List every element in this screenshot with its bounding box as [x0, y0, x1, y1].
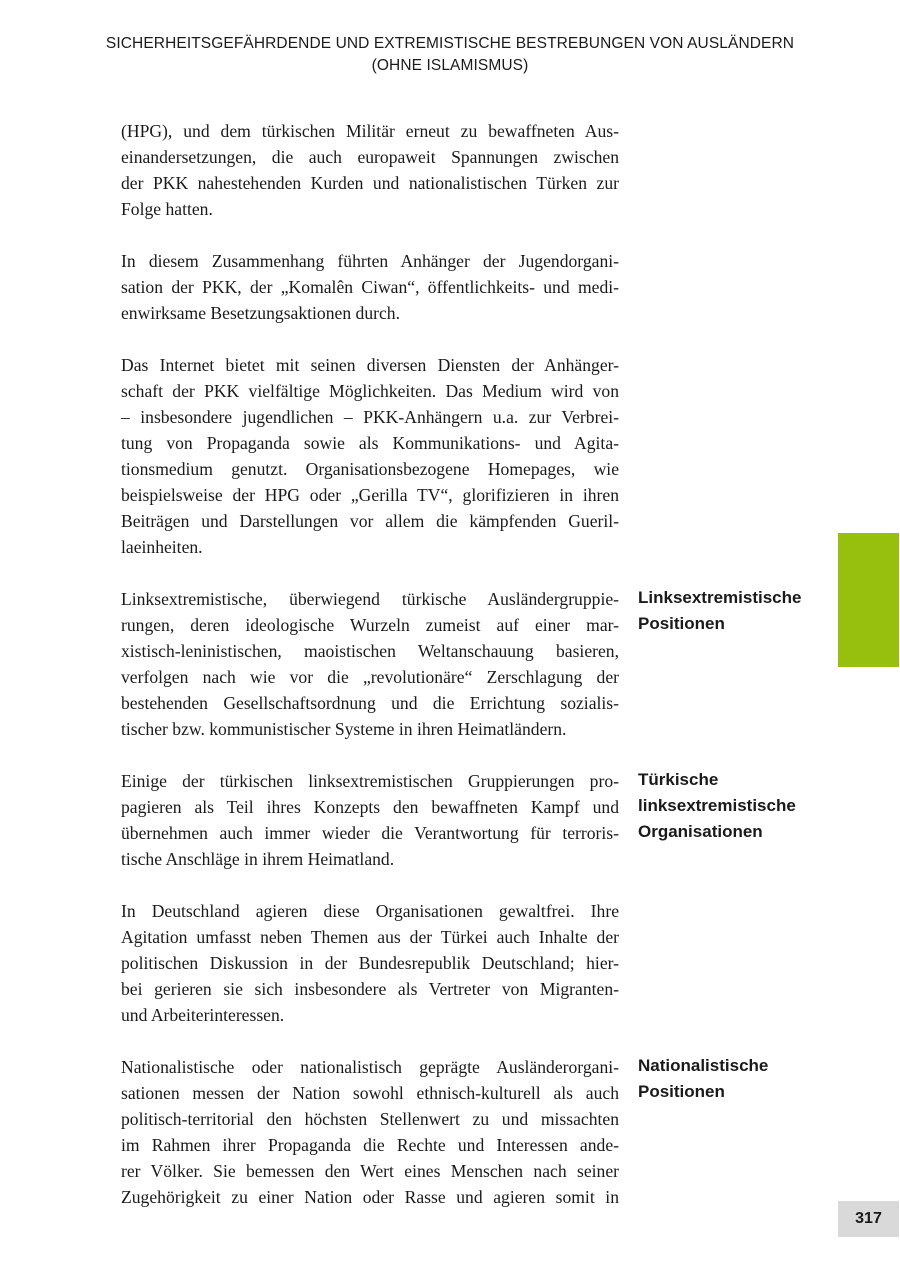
text-line: Zugehörigkeit zu einer Nation oder Rasse und agieren somit in — [121, 1187, 619, 1207]
running-header-line-1: SICHERHEITSGEFÄHRDENDE UND EXTREMISTISCHE BESTREBUNGEN VON AUSLÄNDERN — [105, 35, 795, 52]
text-line: der PKK nahestehenden Kurden und nationalistischen Türken zur — [121, 173, 619, 193]
text-line: – insbesondere jugendlichen – PKK-Anhängern u.a. zur Verbrei- — [121, 407, 619, 427]
text-line: Folge hatten. — [121, 199, 213, 219]
text-line: rungen, deren ideologische Wurzeln zumeist auf einer mar- — [121, 615, 619, 635]
paragraph-turkish-organisations — [121, 768, 619, 872]
text-line: politisch-territorial den höchsten Stellenwert zu und missachten — [121, 1109, 619, 1129]
text-line: im Rahmen ihrer Propaganda die Rechte und Interessen ande- — [121, 1135, 619, 1155]
text-line: Einige der türkischen linksextremistischen Gruppierungen pro- — [121, 771, 619, 791]
text-line: tung von Propaganda sowie als Kommunikations- und Agita- — [121, 433, 619, 453]
paragraph-germany-nonviolent — [121, 898, 619, 1028]
text-line: laeinheiten. — [121, 537, 203, 557]
paragraph-left-extremist-positions — [121, 586, 619, 742]
margin-heading-line: linksextremistische — [638, 796, 796, 815]
margin-heading-nationalist-positions — [638, 1053, 828, 1105]
paragraph-internet — [121, 352, 619, 560]
paragraph-nationalist-positions — [121, 1054, 619, 1210]
text-line: einandersetzungen, die auch europaweit Spannungen zwischen — [121, 147, 619, 167]
margin-heading-line: Nationalistische — [638, 1056, 769, 1075]
text-line: und Arbeiterinteressen. — [121, 1005, 285, 1025]
margin-heading-line: Organisationen — [638, 822, 763, 841]
text-line: beispielsweise der HPG oder „Gerilla TV“, glorifizieren in ihren — [121, 485, 619, 505]
text-line: sationen messen der Nation sowohl ethnisch-kulturell als auch — [121, 1083, 619, 1103]
text-line: sation der PKK, der „Komalên Ciwan“, öffentlichkeits- und medi- — [121, 277, 619, 297]
running-header-line-2: (OHNE ISLAMISMUS) — [371, 57, 529, 74]
text-line: tische Anschläge in ihrem Heimatland. — [121, 849, 395, 869]
text-line: bestehenden Gesellschaftsordnung und die Errichtung sozialis- — [121, 693, 619, 713]
text-line: verfolgen nach wie vor die „revolutionäre“ Zerschlagung der — [121, 667, 619, 687]
text-line: politischen Diskussion in der Bundesrepublik Deutschland; hier- — [121, 953, 619, 973]
margin-heading-line: Positionen — [638, 614, 725, 633]
text-line: In Deutschland agieren diese Organisationen gewaltfrei. Ihre — [121, 901, 619, 921]
text-line: bei gerieren sie sich insbesondere als Vertreter von Migranten- — [121, 979, 619, 999]
paragraph-hpg-conflict — [121, 118, 619, 222]
running-header — [0, 33, 900, 77]
text-line: tionsmedium genutzt. Organisationsbezogene Homepages, wie — [121, 459, 619, 479]
margin-heading-turkish-left-extremist-organisations — [638, 767, 828, 845]
text-line: pagieren als Teil ihres Konzepts den bewaffneten Kampf und — [121, 797, 619, 817]
text-line: In diesem Zusammenhang führten Anhänger der Jugendorgani- — [121, 251, 619, 271]
text-line: enwirksame Besetzungsaktionen durch. — [121, 303, 400, 323]
text-line: Nationalistische oder nationalistisch geprägte Ausländerorgani- — [121, 1057, 619, 1077]
text-line: Beiträgen und Darstellungen vor allem die kämpfenden Gueril- — [121, 511, 619, 531]
margin-heading-line: Linksextremistische — [638, 588, 802, 607]
page-number — [838, 1201, 899, 1237]
text-line: (HPG), und dem türkischen Militär erneut zu bewaffneten Aus- — [121, 121, 619, 141]
text-line: xistisch-leninistischen, maoistischen Weltanschauung basieren, — [121, 641, 619, 661]
section-tab-marker — [838, 533, 899, 667]
page-number-label: 317 — [855, 1210, 882, 1227]
text-line: übernehmen auch immer wieder die Verantwortung für terroris- — [121, 823, 619, 843]
text-line: Das Internet bietet mit seinen diversen Diensten der Anhänger- — [121, 355, 619, 375]
text-line: tischer bzw. kommunistischer Systeme in ihren Heimatländern. — [121, 719, 567, 739]
margin-heading-line: Türkische — [638, 770, 719, 789]
paragraph-komalen-ciwan — [121, 248, 619, 326]
text-line: rer Völker. Sie bemessen den Wert eines Menschen nach seiner — [121, 1161, 619, 1181]
margin-heading-left-extremist-positions — [638, 585, 828, 637]
margin-heading-line: Positionen — [638, 1082, 725, 1101]
text-line: Linksextremistische, überwiegend türkische Ausländergruppie- — [121, 589, 619, 609]
text-line: Agitation umfasst neben Themen aus der Türkei auch Inhalte der — [121, 927, 619, 947]
text-line: schaft der PKK vielfältige Möglichkeiten. Das Medium wird von — [121, 381, 619, 401]
